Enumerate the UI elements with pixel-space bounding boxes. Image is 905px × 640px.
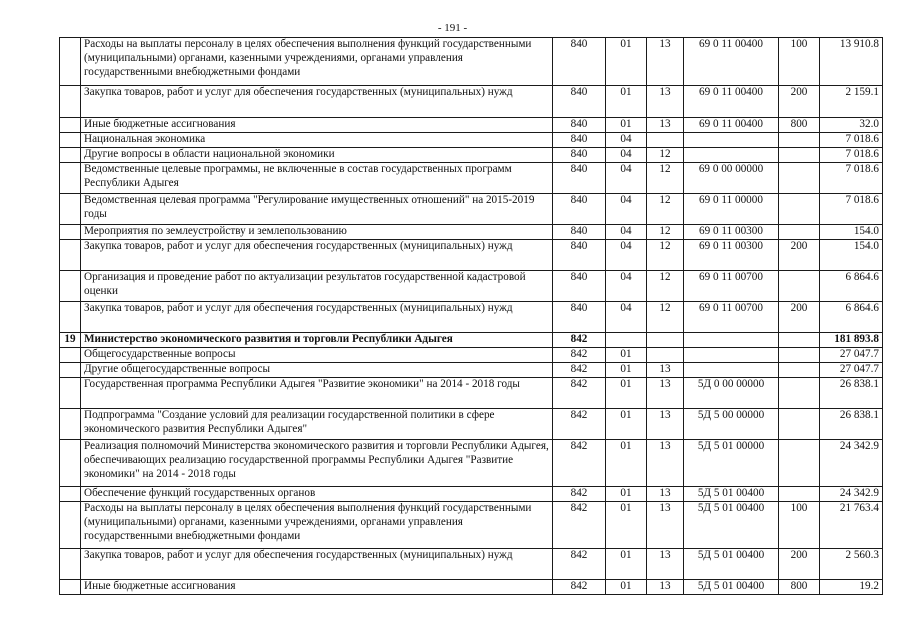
row-amount: 7 018.6 [820,148,883,163]
table-row [60,549,883,580]
row-subsection-code: 13 [647,549,684,580]
row-expense-type [779,148,820,163]
row-target-article [684,363,779,378]
page-number: - 191 - [437,22,468,34]
row-amount: 24 342.9 [820,487,883,502]
row-target-article: 5Д 5 01 00400 [684,549,779,580]
row-target-article: 69 0 11 00700 [684,271,779,302]
row-number [60,133,81,148]
row-section-code: 04 [606,271,647,302]
row-subsection-code: 12 [647,240,684,271]
row-section-code: 01 [606,549,647,580]
row-ved-code: 842 [553,502,606,549]
table-row [60,302,883,333]
row-subsection-code: 12 [647,302,684,333]
row-target-article [684,333,779,348]
row-target-article: 69 0 11 00400 [684,86,779,118]
row-ved-code: 840 [553,302,606,333]
row-number [60,148,81,163]
row-amount: 21 763.4 [820,502,883,549]
row-subsection-code: 12 [647,194,684,225]
row-amount: 26 838.1 [820,378,883,409]
row-target-article [684,148,779,163]
table-row [60,240,883,271]
row-expense-type [779,225,820,240]
row-name: Закупка товаров, работ и услуг для обеспечения государственных (муниципальных) нужд [81,240,553,271]
row-section-code: 01 [606,348,647,363]
table-row [60,271,883,302]
row-section-code: 01 [606,502,647,549]
row-target-article: 69 0 11 00300 [684,225,779,240]
row-expense-type [779,163,820,194]
row-number [60,348,81,363]
row-expense-type [779,363,820,378]
row-ved-code: 840 [553,240,606,271]
row-name: Другие вопросы в области национальной экономики [81,148,553,163]
row-amount: 13 910.8 [820,38,883,86]
row-number: 19 [60,333,81,348]
row-target-article: 69 0 11 00400 [684,118,779,133]
row-number [60,225,81,240]
row-number [60,194,81,225]
row-ved-code: 840 [553,225,606,240]
row-amount: 2 159.1 [820,86,883,118]
row-number [60,271,81,302]
table-row [60,440,883,487]
row-subsection-code: 13 [647,38,684,86]
row-section-code [606,333,647,348]
row-ved-code: 840 [553,118,606,133]
table-row [60,148,883,163]
row-target-article: 5Д 5 01 00400 [684,502,779,549]
row-section-code: 01 [606,378,647,409]
row-name: Обеспечение функций государственных органов [81,487,553,502]
row-number [60,38,81,86]
row-target-article: 69 0 00 00000 [684,163,779,194]
row-expense-type [779,271,820,302]
row-amount: 2 560.3 [820,549,883,580]
row-subsection-code: 13 [647,440,684,487]
row-amount: 26 838.1 [820,409,883,440]
row-ved-code: 842 [553,363,606,378]
row-expense-type [779,194,820,225]
row-target-article: 5Д 5 01 00400 [684,487,779,502]
row-section-code: 04 [606,133,647,148]
row-number [60,163,81,194]
row-subsection-code: 13 [647,487,684,502]
row-expense-type [779,378,820,409]
table-row [60,348,883,363]
row-section-code: 01 [606,118,647,133]
row-name: Другие общегосударственные вопросы [81,363,553,378]
row-subsection-code: 13 [647,118,684,133]
table-row [60,118,883,133]
row-section-code: 01 [606,487,647,502]
row-section-code: 01 [606,86,647,118]
row-target-article: 5Д 0 00 00000 [684,378,779,409]
table-row [60,163,883,194]
row-name: Ведомственная целевая программа "Регулирование имущественных отношений" на 2015-2019 годы [81,194,553,225]
row-amount: 154.0 [820,240,883,271]
row-section-code: 04 [606,194,647,225]
row-number [60,302,81,333]
row-number [60,240,81,271]
row-subsection-code: 12 [647,163,684,194]
row-amount: 24 342.9 [820,440,883,487]
row-target-article: 69 0 11 00000 [684,194,779,225]
row-number [60,409,81,440]
table-row [60,363,883,378]
row-section-code: 01 [606,363,647,378]
row-ved-code: 840 [553,38,606,86]
row-ved-code: 840 [553,86,606,118]
row-number [60,363,81,378]
row-subsection-code: 13 [647,409,684,440]
row-amount: 6 864.6 [820,271,883,302]
row-ved-code: 840 [553,194,606,225]
row-expense-type: 200 [779,302,820,333]
row-section-code: 01 [606,580,647,595]
row-ved-code: 842 [553,487,606,502]
row-expense-type [779,333,820,348]
row-number [60,549,81,580]
row-amount: 27 047.7 [820,348,883,363]
row-ved-code: 842 [553,348,606,363]
row-expense-type [779,440,820,487]
table-row [60,38,883,86]
row-name: Организация и проведение работ по актуализации результатов государственной кадастровой оценки [81,271,553,302]
row-expense-type: 200 [779,549,820,580]
row-expense-type [779,409,820,440]
row-target-article: 69 0 11 00700 [684,302,779,333]
row-expense-type [779,133,820,148]
row-section-code: 01 [606,409,647,440]
row-subsection-code: 12 [647,148,684,163]
row-ved-code: 840 [553,148,606,163]
table-row [60,333,883,348]
table-row [60,194,883,225]
budget-table-body [60,38,883,595]
row-target-article: 69 0 11 00400 [684,38,779,86]
row-expense-type [779,487,820,502]
row-expense-type [779,348,820,363]
row-ved-code: 840 [553,163,606,194]
table-row [60,225,883,240]
row-name: Министерство экономического развития и торговли Республики Адыгея [81,333,553,348]
row-ved-code: 842 [553,549,606,580]
row-target-article: 69 0 11 00300 [684,240,779,271]
row-ved-code: 842 [553,378,606,409]
row-number [60,487,81,502]
table-row [60,409,883,440]
row-target-article: 5Д 5 01 00000 [684,440,779,487]
row-name: Расходы на выплаты персоналу в целях обеспечения выполнения функций государственными (муниципальными) органами, казенными учреждениями, органами управления государственными внебюджетными фондами [81,38,553,86]
row-subsection-code: 12 [647,225,684,240]
table-row [60,502,883,549]
row-section-code: 04 [606,148,647,163]
row-amount: 32.0 [820,118,883,133]
budget-table [59,37,883,595]
table-row [60,580,883,595]
row-number [60,440,81,487]
row-number [60,118,81,133]
row-expense-type: 200 [779,86,820,118]
row-name: Общегосударственные вопросы [81,348,553,363]
row-subsection-code [647,133,684,148]
row-expense-type: 100 [779,502,820,549]
row-amount: 27 047.7 [820,363,883,378]
table-row [60,133,883,148]
row-name: Закупка товаров, работ и услуг для обеспечения государственных (муниципальных) нужд [81,86,553,118]
row-subsection-code: 13 [647,378,684,409]
row-number [60,580,81,595]
row-number [60,86,81,118]
row-target-article [684,348,779,363]
row-expense-type: 200 [779,240,820,271]
row-section-code: 04 [606,163,647,194]
row-ved-code: 842 [553,333,606,348]
table-row [60,487,883,502]
row-expense-type: 100 [779,38,820,86]
row-subsection-code: 13 [647,86,684,118]
row-name: Закупка товаров, работ и услуг для обеспечения государственных (муниципальных) нужд [81,549,553,580]
row-number [60,502,81,549]
row-section-code: 04 [606,225,647,240]
row-amount: 7 018.6 [820,163,883,194]
row-name: Государственная программа Республики Адыгея "Развитие экономики" на 2014 - 2018 годы [81,378,553,409]
row-expense-type: 800 [779,118,820,133]
row-name: Закупка товаров, работ и услуг для обеспечения государственных (муниципальных) нужд [81,302,553,333]
row-amount: 7 018.6 [820,133,883,148]
row-section-code: 01 [606,38,647,86]
row-name: Подпрограмма "Создание условий для реализации государственной политики в сфере экономического развития Республики Адыгея" [81,409,553,440]
row-section-code: 01 [606,440,647,487]
table-row [60,86,883,118]
row-ved-code: 840 [553,271,606,302]
row-section-code: 04 [606,240,647,271]
row-amount: 7 018.6 [820,194,883,225]
row-name: Иные бюджетные ассигнования [81,118,553,133]
row-amount: 6 864.6 [820,302,883,333]
row-ved-code: 842 [553,409,606,440]
row-name: Реализация полномочий Министерства экономического развития и торговли Республики Адыгея, обеспечивающих реализацию государственной программы Республики Адыгея "Развитие экономики" на 2014 - 2018 годы [81,440,553,487]
row-subsection-code: 13 [647,502,684,549]
row-ved-code: 842 [553,580,606,595]
row-subsection-code: 12 [647,271,684,302]
row-name: Иные бюджетные ассигнования [81,580,553,595]
row-number [60,378,81,409]
row-target-article [684,133,779,148]
row-section-code: 04 [606,302,647,333]
row-name: Ведомственные целевые программы, не включенные в состав государственных программ Республики Адыгея [81,163,553,194]
row-ved-code: 842 [553,440,606,487]
row-name: Национальная экономика [81,133,553,148]
row-subsection-code: 13 [647,580,684,595]
row-ved-code: 840 [553,133,606,148]
row-amount: 19.2 [820,580,883,595]
row-subsection-code: 13 [647,363,684,378]
row-target-article: 5Д 5 01 00400 [684,580,779,595]
row-name: Расходы на выплаты персоналу в целях обеспечения выполнения функций государственными (муниципальными) органами, казенными учреждениями, органами управления государственными внебюджетными фондами [81,502,553,549]
row-target-article: 5Д 5 00 00000 [684,409,779,440]
row-expense-type: 800 [779,580,820,595]
table-row [60,378,883,409]
row-name: Мероприятия по землеустройству и землепользованию [81,225,553,240]
row-subsection-code [647,348,684,363]
row-amount: 154.0 [820,225,883,240]
row-amount: 181 893.8 [820,333,883,348]
row-subsection-code [647,333,684,348]
